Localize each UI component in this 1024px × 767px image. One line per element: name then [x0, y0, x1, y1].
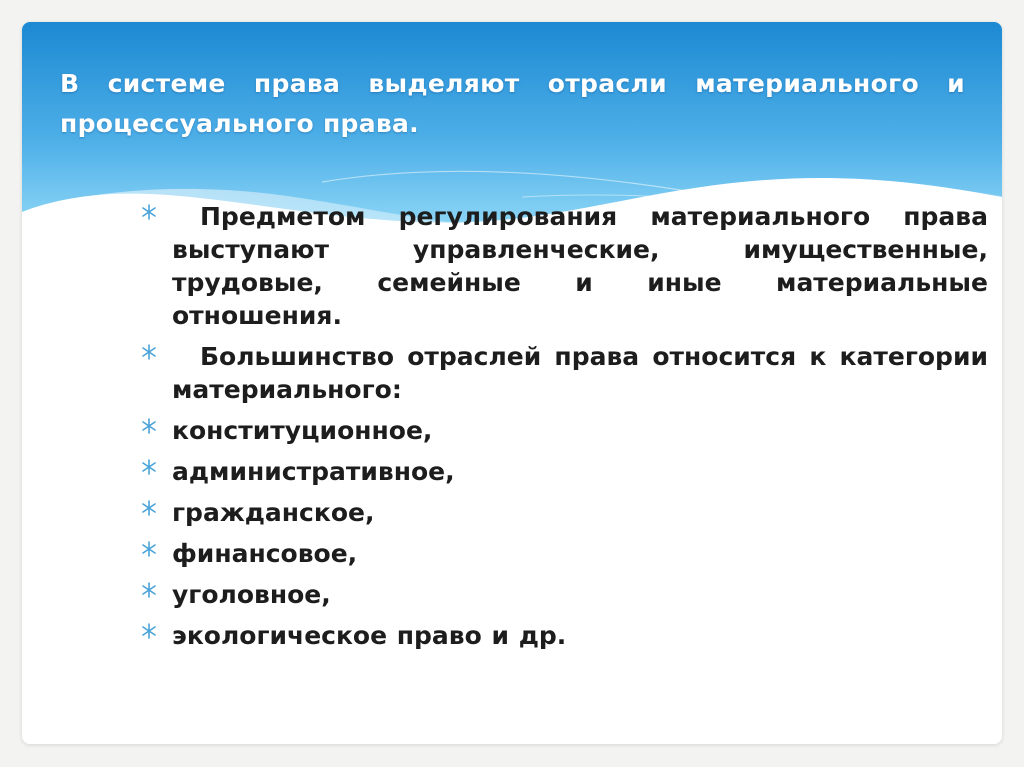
bullet-text: Предметом регулирования материального права выступают управленческие, имущественные, трудовые, семейные и иные материальные отношения. — [172, 202, 988, 330]
asterisk-bullet-icon — [140, 458, 158, 476]
bullet-item — [140, 455, 988, 488]
bullet-list — [140, 200, 988, 660]
bullet-text: административное, — [172, 457, 455, 486]
bullet-text: Большинство отраслей права относится к категории материального: — [172, 342, 988, 404]
bullet-item — [140, 496, 988, 529]
asterisk-bullet-icon — [140, 499, 158, 517]
asterisk-bullet-icon — [140, 540, 158, 558]
bullet-item — [140, 200, 988, 332]
bullet-text: конституционное, — [172, 416, 433, 445]
asterisk-bullet-icon — [140, 343, 158, 361]
bullet-item — [140, 619, 988, 652]
bullet-item — [140, 414, 988, 447]
bullet-text: финансовое, — [172, 539, 358, 568]
asterisk-bullet-icon — [140, 417, 158, 435]
slide-canvas — [22, 22, 1002, 744]
bullet-item — [140, 537, 988, 570]
asterisk-bullet-icon — [140, 203, 158, 221]
asterisk-bullet-icon — [140, 622, 158, 640]
asterisk-bullet-icon — [140, 581, 158, 599]
bullet-text: экологическое право и др. — [172, 621, 567, 650]
slide-title: В системе права выделяют отрасли материального и процессуального права. — [60, 69, 965, 138]
bullet-text: гражданское, — [172, 498, 375, 527]
bullet-item — [140, 578, 988, 611]
bullet-item — [140, 340, 988, 406]
bullet-text: уголовное, — [172, 580, 331, 609]
